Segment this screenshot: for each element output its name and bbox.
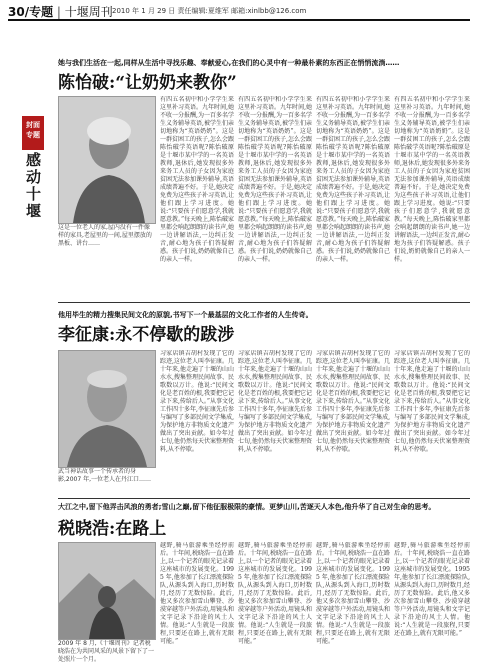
page-number: 30/专题 | 十堰周刊 — [8, 5, 113, 19]
section1-caption: 这是一位老人的家,屋内没有一件像样的家具,老屋里的一间,屋里摆放的黑板、讲台…… — [58, 224, 152, 247]
section2-column-3: 习家店镇吉胡村发现了它的踪迹,这位老人叫李征康。几十年来,他走遍了十堰的山山水水,搜集整理民间故事、民歌数以万计。他说:“民间文化是老百姓的根,我要把它记录下来,传给后人。”从事文化工作四十多年,李征康先后参与编写了多部民间文学集成,为保护地方非物质文化遗产做出了突出贡献。如今年过七旬,他仍然每天伏案整理资料,从不停歇。 — [316, 350, 390, 453]
section3-column-1: 越野,骑马旅游乘坐经停前后。十年间,税晓浩一直在路上,以一个记者的眼光记录着这座城市的发展变化。1995 年,他参加了长江漂流探险队,从源头到入海口,历时数月,经历了无数惊险。此后,他又多次参加雪山攀登、沙漠穿越等户外活动,用镜头和文字记录下沿途的风土人情。他说:“人生就是一段旅程,只要还在路上,就有无限可能。” — [160, 542, 234, 645]
section-tag — [22, 116, 44, 150]
section3-lead: 大江之中,留下他弄击风浪的勇者;雪山之巅,留下他征服极限的豪情。更梦山川,苦逐天人本色,他升华了自己对生命的思考。 — [58, 503, 436, 511]
section2-column-4: 习家店镇吉胡村发现了它的踪迹,这位老人叫李征康。几十年来,他走遍了十堰的山山水水,搜集整理民间故事、民歌数以万计。他说:“民间文化是老百姓的根,我要把它记录下来,传给后人。”从事文化工作四十多年,李征康先后参与编写了多部民间文学集成,为保护地方非物质文化遗产做出了突出贡献。如今年过七旬,他仍然每天伏案整理资料,从不停歇。 — [394, 350, 470, 453]
issue-meta: 2010 年 1 月 29 日 责任编辑:夏维军 邮箱:xinlbb@126.com — [112, 7, 307, 15]
section1-column-3: 有四五名初中和小学学生来这里补习英语。九年时间,她不收一分报酬,为一百多名学生义务辅导英语,被学生们亲切地称为“英语奶奶”。这是一群贫困工的孩子,怎么会跟陈怡破学英语呢?陈怡破原是十堰市某中学的一名英语教师,退休后,她发现很多外来务工人员的子女因为家庭贫困无法参加课外辅导,英语成绩普遍不好。于是,她决定免费为这些孩子补习英语,让他们跟上学习进度。她说:“只要孩子们愿意学,我就愿意教。”每天晚上,陈怡破家里都会响起朗朗的读书声,她一边讲解语法,一边纠正发音,耐心地为孩子们答疑解惑。孩子们说,奶奶就像自己的亲人一样。 — [316, 96, 390, 263]
section2-column-1: 习家店镇吉胡村发现了它的踪迹,这位老人叫李征康。几十年来,他走遍了十堰的山山水水,搜集整理民间故事、民歌数以万计。他说:“民间文化是老百姓的根,我要把它记录下来,传给后人。”从事文化工作四十多年,李征康先后参与编写了多部民间文学集成,为保护地方非物质文化遗产做出了突出贡献。如今年过七旬,他仍然每天伏案整理资料,从不停歇。 — [160, 350, 234, 453]
section1-column-1: 有四五名初中和小学学生来这里补习英语。九年时间,她不收一分报酬,为一百多名学生义务辅导英语,被学生们亲切地称为“英语奶奶”。这是一群贫困工的孩子,怎么会跟陈怡破学英语呢?陈怡破原是十堰市某中学的一名英语教师,退休后,她发现很多外来务工人员的子女因为家庭贫困无法参加课外辅导,英语成绩普遍不好。于是,她决定免费为这些孩子补习英语,让他们跟上学习进度。她说:“只要孩子们愿意学,我就愿意教。”每天晚上,陈怡破家里都会响起朗朗的读书声,她一边讲解语法,一边纠正发音,耐心地为孩子们答疑解惑。孩子们说,奶奶就像自己的亲人一样。 — [160, 96, 234, 263]
section1-column-4: 有四五名初中和小学学生来这里补习英语。九年时间,她不收一分报酬,为一百多名学生义务辅导英语,被学生们亲切地称为“英语奶奶”。这是一群贫困工的孩子,怎么会跟陈怡破学英语呢?陈怡破原是十堰市某中学的一名英语教师,退休后,她发现很多外来务工人员的子女因为家庭贫困无法参加课外辅导,英语成绩普遍不好。于是,她决定免费为这些孩子补习英语,让他们跟上学习进度。她说:“只要孩子们愿意学,我就愿意教。”每天晚上,陈怡破家里都会响起朗朗的读书声,她一边讲解语法,一边纠正发音,耐心地为孩子们答疑解惑。孩子们说,奶奶就像自己的亲人一样。 — [394, 96, 470, 263]
section2-photo — [58, 350, 156, 468]
section2-lead: 他用毕生的精力搜集民间文化的原貌,书写下一个最基层的文化工作者的人生传奇。 — [58, 311, 313, 319]
tag-line-2: 专题 — [26, 131, 40, 139]
tag-line-1: 封面 — [26, 121, 40, 129]
portrait-elderly-man-image — [59, 351, 155, 467]
outdoor-traveler-image — [59, 543, 155, 639]
section1-photo — [58, 96, 156, 224]
vertical-title: 感动十堰 — [24, 152, 42, 220]
section2-title: 李征康:永不停歇的跋涉 — [58, 325, 235, 345]
section1-lead: 她与我们生活在一起,同样从生活中寻找乐趣、奉献爱心,在我们的心灵中有一种最朴素的东西正在悄悄流淌…… — [58, 59, 400, 67]
section1-column-2: 有四五名初中和小学学生来这里补习英语。九年时间,她不收一分报酬,为一百多名学生义务辅导英语,被学生们亲切地称为“英语奶奶”。这是一群贫困工的孩子,怎么会跟陈怡破学英语呢?陈怡破原是十堰市某中学的一名英语教师,退休后,她发现很多外来务工人员的子女因为家庭贫困无法参加课外辅导,英语成绩普遍不好。于是,她决定免费为这些孩子补习英语,让他们跟上学习进度。她说:“只要孩子们愿意学,我就愿意教。”每天晚上,陈怡破家里都会响起朗朗的读书声,她一边讲解语法,一边纠正发音,耐心地为孩子们答疑解惑。孩子们说,奶奶就像自己的亲人一样。 — [238, 96, 312, 263]
section-divider-1 — [58, 302, 470, 303]
section3-column-2: 越野,骑马旅游乘坐经停前后。十年间,税晓浩一直在路上,以一个记者的眼光记录着这座城市的发展变化。1995 年,他参加了长江漂流探险队,从源头到入海口,历时数月,经历了无数惊险。此后,他又多次参加雪山攀登、沙漠穿越等户外活动,用镜头和文字记录下沿途的风土人情。他说:“人生就是一段旅程,只要还在路上,就有无限可能。” — [238, 542, 312, 645]
section-divider-2 — [58, 498, 470, 499]
section3-column-3: 越野,骑马旅游乘坐经停前后。十年间,税晓浩一直在路上,以一个记者的眼光记录着这座城市的发展变化。1995 年,他参加了长江漂流探险队,从源头到入海口,历时数月,经历了无数惊险。此后,他又多次参加雪山攀登、沙漠穿越等户外活动,用镜头和文字记录下沿途的风土人情。他说:“人生就是一段旅程,只要还在路上,就有无限可能。” — [316, 542, 390, 645]
section2-column-2: 习家店镇吉胡村发现了它的踪迹,这位老人叫李征康。几十年来,他走遍了十堰的山山水水,搜集整理民间故事、民歌数以万计。他说:“民间文化是老百姓的根,我要把它记录下来,传给后人。”从事文化工作四十多年,李征康先后参与编写了多部民间文学集成,为保护地方非物质文化遗产做出了突出贡献。如今年过七旬,他仍然每天伏案整理资料,从不停歇。 — [238, 350, 312, 453]
section3-photo — [58, 542, 156, 640]
page-header — [0, 0, 478, 22]
section3-caption: 2009 年 8 月,《十堰周刊》记者税晓浩在为共同风采的风景下留下了一处照片一个月。 — [58, 640, 154, 663]
section2-caption: 武当神话故事一个传承者的身影,2007 年,一位老人在丹江口…… — [58, 468, 151, 483]
section1-title: 陈怡破:“让奶奶来教你” — [58, 73, 237, 93]
section3-title: 税晓浩:在路上 — [58, 519, 167, 539]
section3-column-4: 越野,骑马旅游乘坐经停前后。十年间,税晓浩一直在路上,以一个记者的眼光记录着这座城市的发展变化。1995 年,他参加了长江漂流探险队,从源头到入海口,历时数月,经历了无数惊险。此后,他又多次参加雪山攀登、沙漠穿越等户外活动,用镜头和文字记录下沿途的风土人情。他说:“人生就是一段旅程,只要还在路上,就有无限可能。” — [394, 542, 470, 637]
header-rule — [8, 19, 470, 21]
portrait-elderly-woman-image — [59, 97, 155, 223]
